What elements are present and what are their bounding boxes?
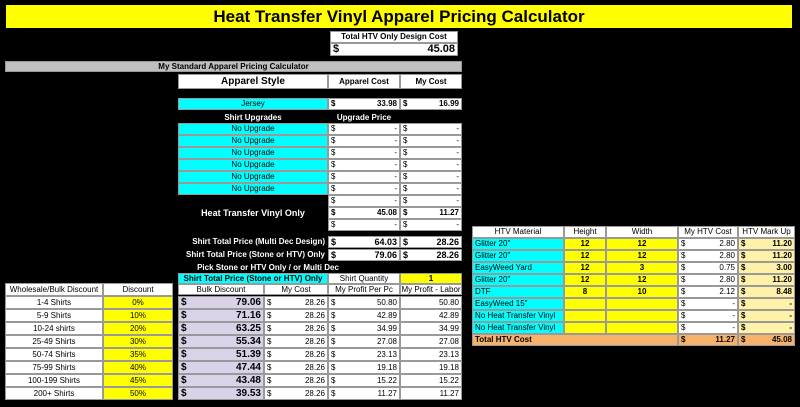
col-profit-labor: My Profit - Labor xyxy=(401,284,461,294)
upgrade-price xyxy=(328,159,400,171)
htv-height-input[interactable]: 12 xyxy=(564,250,606,262)
bulk-profit xyxy=(328,335,400,348)
currency-sign: $ xyxy=(741,299,746,308)
htv-cost xyxy=(678,238,738,250)
currency-sign: $ xyxy=(331,236,337,247)
discount-pct[interactable]: 0% xyxy=(103,296,173,309)
bulk-my-cost xyxy=(264,387,328,400)
blank-row-my-value: - xyxy=(456,220,459,229)
htv-cost xyxy=(678,250,738,262)
upgrade-my-cost xyxy=(400,171,462,183)
bulk-profit-value: 19.18 xyxy=(376,362,397,372)
htv-my-cost-value: 11.27 xyxy=(439,208,459,217)
htv-markup xyxy=(738,322,795,334)
col-wholesale-tier: Wholesale/Bulk Discount xyxy=(5,283,103,296)
col-bulk-my-cost: My Cost xyxy=(264,284,328,295)
multi-dec-total-my xyxy=(400,236,462,248)
bulk-profit-value: 34.99 xyxy=(376,323,397,333)
currency-sign: $ xyxy=(181,309,187,321)
htv-cost-value: - xyxy=(732,311,735,320)
htv-height-input[interactable]: 12 xyxy=(564,238,606,250)
col-my-cost: My Cost xyxy=(400,74,462,89)
upgrade-price xyxy=(328,147,400,159)
upgrade-price-value: - xyxy=(394,160,397,169)
bulk-my-cost xyxy=(264,296,328,309)
bulk-labor: 19.18 xyxy=(400,361,462,374)
currency-sign: $ xyxy=(681,263,686,272)
currency-sign: $ xyxy=(403,124,408,133)
blank-row-my xyxy=(400,219,462,231)
currency-sign: $ xyxy=(331,184,336,193)
multi-dec-total-cost-value: 64.03 xyxy=(374,236,397,247)
htv-width-input[interactable]: 10 xyxy=(606,286,678,298)
htv-width-input[interactable] xyxy=(606,310,678,322)
bulk-price-value: 79.06 xyxy=(235,296,261,308)
htv-cost-cell xyxy=(328,207,400,219)
bulk-profit xyxy=(328,296,400,309)
htv-markup-value: 11.20 xyxy=(772,275,792,284)
upgrade-select[interactable]: No Upgrade xyxy=(178,183,328,195)
htv-cost xyxy=(678,286,738,298)
htv-cost-value: - xyxy=(732,299,735,308)
upgrade-select[interactable]: No Upgrade xyxy=(178,135,328,147)
currency-sign: $ xyxy=(681,287,686,296)
bulk-profit-value: 15.22 xyxy=(376,375,397,385)
htv-cost xyxy=(678,310,738,322)
upgrade-my-cost xyxy=(400,147,462,159)
htv-height-input[interactable]: 8 xyxy=(564,286,606,298)
bulk-price xyxy=(178,296,264,309)
upgrade-price-value: - xyxy=(394,136,397,145)
currency-sign: $ xyxy=(741,251,746,260)
currency-sign: $ xyxy=(403,148,408,157)
currency-sign: $ xyxy=(181,374,187,386)
upgrade-my-cost xyxy=(400,183,462,195)
upgrade-select[interactable]: No Upgrade xyxy=(178,159,328,171)
bulk-profit xyxy=(328,322,400,335)
htv-markup xyxy=(738,310,795,322)
bulk-labor: 34.99 xyxy=(400,322,462,335)
bulk-my-cost xyxy=(264,374,328,387)
htv-markup-value: 11.20 xyxy=(772,251,792,260)
currency-sign: $ xyxy=(403,160,408,169)
bulk-labor: 23.13 xyxy=(400,348,462,361)
currency-sign: $ xyxy=(403,184,408,193)
total-htv-markup-value: 45.08 xyxy=(771,335,792,344)
currency-sign: $ xyxy=(403,196,408,205)
currency-sign: $ xyxy=(331,196,336,205)
currency-sign: $ xyxy=(741,287,746,296)
currency-sign: $ xyxy=(741,311,746,320)
col-htv-markup: HTV Mark Up xyxy=(738,226,795,238)
htv-material-select[interactable]: EasyWeed Yard xyxy=(472,262,564,274)
pick-label: Pick Stone or HTV Only / or Multi Dec xyxy=(178,262,358,273)
col-width: Width xyxy=(606,226,678,238)
currency-sign: $ xyxy=(681,311,686,320)
bulk-my-cost-value: 28.26 xyxy=(304,375,325,385)
bulk-labor: 50.80 xyxy=(400,296,462,309)
bulk-my-cost xyxy=(264,309,328,322)
currency-sign: $ xyxy=(741,275,746,284)
htv-material-select[interactable]: Glitter 20" xyxy=(472,274,564,286)
upgrade-subtotal xyxy=(328,195,400,207)
currency-sign: $ xyxy=(403,249,409,260)
htv-width-input[interactable]: 12 xyxy=(606,274,678,286)
bulk-labor: 42.89 xyxy=(400,309,462,322)
currency-sign: $ xyxy=(181,296,187,308)
apparel-cost-value: 33.98 xyxy=(376,99,397,108)
htv-only-value xyxy=(330,43,458,56)
currency-sign: $ xyxy=(331,362,336,372)
total-htv-cost-value: 11.27 xyxy=(715,335,735,344)
currency-sign: $ xyxy=(681,323,686,332)
shirt-quantity-input[interactable]: 1 xyxy=(400,273,462,284)
htv-only-row-label: Heat Transfer Vinyl Only xyxy=(178,207,328,219)
bulk-price xyxy=(178,348,264,361)
bulk-profit xyxy=(328,387,400,400)
currency-sign: $ xyxy=(181,348,187,360)
upgrade-select[interactable]: No Upgrade xyxy=(178,147,328,159)
currency-sign: $ xyxy=(331,249,337,260)
discount-pct[interactable]: 30% xyxy=(103,335,173,348)
bulk-price xyxy=(178,387,264,400)
bulk-my-cost-value: 28.26 xyxy=(304,362,325,372)
currency-sign: $ xyxy=(681,239,686,248)
bulk-my-cost-value: 28.26 xyxy=(304,297,325,307)
col-bulk-discount: Bulk Discount xyxy=(178,284,264,295)
htv-cost xyxy=(678,262,738,274)
shirt-quantity-label: Shirt Quantity xyxy=(328,273,400,284)
currency-sign: $ xyxy=(331,208,336,217)
bulk-price-value: 55.34 xyxy=(235,335,261,347)
upgrade-price xyxy=(328,135,400,147)
stone-total-cost-value: 79.06 xyxy=(374,249,397,260)
currency-sign: $ xyxy=(331,375,336,385)
upgrade-my-cost-value: - xyxy=(456,172,459,181)
bulk-profit-value: 42.89 xyxy=(376,310,397,320)
bulk-labor: 15.22 xyxy=(400,374,462,387)
discount-pct[interactable]: 40% xyxy=(103,361,173,374)
currency-sign: $ xyxy=(331,310,336,320)
blank-row-cost xyxy=(328,219,400,231)
discount-pct[interactable]: 35% xyxy=(103,348,173,361)
bulk-my-cost-value: 28.26 xyxy=(304,310,325,320)
upgrade-my-cost-value: - xyxy=(456,136,459,145)
bulk-price-value: 51.39 xyxy=(235,348,261,360)
bulk-price xyxy=(178,322,264,335)
currency-sign: $ xyxy=(331,99,336,108)
currency-sign: $ xyxy=(681,299,686,308)
htv-cost-value: 2.80 xyxy=(719,239,735,248)
bulk-labor: 11.27 xyxy=(400,387,462,400)
bulk-my-cost xyxy=(264,322,328,335)
stone-total-my xyxy=(400,249,462,261)
bulk-price-value: 39.53 xyxy=(235,387,261,399)
upgrade-my-cost xyxy=(400,123,462,135)
upgrade-price-value: - xyxy=(394,184,397,193)
apparel-cost-cell xyxy=(328,98,400,110)
currency-sign: $ xyxy=(741,239,746,248)
currency-sign: $ xyxy=(403,208,408,217)
currency-sign: $ xyxy=(403,99,408,108)
currency-sign: $ xyxy=(331,323,336,333)
col-profit-per-pc: My Profit Per Pc xyxy=(328,284,400,295)
currency-sign: $ xyxy=(331,220,336,229)
upgrade-price-value: - xyxy=(394,172,397,181)
apparel-my-cost-cell xyxy=(400,98,462,110)
currency-sign: $ xyxy=(181,361,187,373)
upgrade-price-value: - xyxy=(394,148,397,157)
upgrade-select[interactable]: No Upgrade xyxy=(178,171,328,183)
currency-sign: $ xyxy=(331,336,336,346)
currency-sign: $ xyxy=(741,335,746,344)
discount-tier: 50-74 Shirts xyxy=(5,348,103,361)
bulk-price-value: 47.44 xyxy=(235,361,261,373)
currency-sign: $ xyxy=(331,388,336,398)
upgrade-my-cost-value: - xyxy=(456,148,459,157)
htv-width-input[interactable] xyxy=(606,298,678,310)
htv-material-select[interactable]: No Heat Transfer Vinyl xyxy=(472,310,564,322)
stone-total-label: Shirt Total Price (Stone or HTV) Only xyxy=(178,249,328,261)
bulk-profit-value: 23.13 xyxy=(376,349,397,359)
upgrade-price xyxy=(328,183,400,195)
col-discount: Discount xyxy=(103,283,173,296)
upgrade-subtotal-value: - xyxy=(394,196,397,205)
htv-material-select[interactable]: No Heat Transfer Vinyl xyxy=(472,322,564,334)
htv-height-input[interactable] xyxy=(564,310,606,322)
currency-sign: $ xyxy=(333,43,340,55)
bulk-price-value: 43.48 xyxy=(235,374,261,386)
htv-cost-value: 2.80 xyxy=(719,275,735,284)
bulk-my-cost-value: 28.26 xyxy=(304,323,325,333)
bulk-profit xyxy=(328,309,400,322)
bulk-price-value: 71.16 xyxy=(235,309,261,321)
upgrade-price xyxy=(328,123,400,135)
currency-sign: $ xyxy=(267,297,272,307)
bulk-my-cost xyxy=(264,335,328,348)
htv-cost xyxy=(678,298,738,310)
calculator-header: My Standard Apparel Pricing Calculator xyxy=(5,61,462,72)
htv-cost-value: 2.80 xyxy=(719,251,735,260)
htv-height-input[interactable]: 12 xyxy=(564,262,606,274)
col-apparel-cost: Apparel Cost xyxy=(328,74,400,89)
htv-markup-value: 11.20 xyxy=(772,239,792,248)
htv-markup xyxy=(738,250,795,262)
upgrade-my-cost-value: - xyxy=(456,184,459,193)
currency-sign: $ xyxy=(267,323,272,333)
currency-sign: $ xyxy=(331,160,336,169)
bulk-my-cost-value: 28.26 xyxy=(304,336,325,346)
bulk-profit xyxy=(328,348,400,361)
blank-row-cost-value: - xyxy=(394,220,397,229)
upgrade-my-cost xyxy=(400,159,462,171)
currency-sign: $ xyxy=(181,322,187,334)
htv-cost-value: 0.75 xyxy=(719,263,735,272)
col-height: Height xyxy=(564,226,606,238)
currency-sign: $ xyxy=(331,297,336,307)
stone-total-cost xyxy=(328,249,400,261)
htv-cost xyxy=(678,322,738,334)
discount-pct[interactable]: 50% xyxy=(103,387,173,400)
discount-tier: 1-4 Shirts xyxy=(5,296,103,309)
bulk-my-cost-value: 28.26 xyxy=(304,388,325,398)
bulk-labor: 27.08 xyxy=(400,335,462,348)
htv-markup xyxy=(738,298,795,310)
currency-sign: $ xyxy=(681,275,686,284)
htv-markup-value: - xyxy=(789,311,792,320)
upgrade-price-value: - xyxy=(394,124,397,133)
htv-width-input[interactable]: 12 xyxy=(606,238,678,250)
htv-height-input[interactable]: 12 xyxy=(564,274,606,286)
htv-my-cost-cell xyxy=(400,207,462,219)
currency-sign: $ xyxy=(267,388,272,398)
total-htv-markup xyxy=(738,334,795,346)
discount-tier: 25-49 Shirts xyxy=(5,335,103,348)
multi-dec-total-label: Shirt Total Price (Multi Dec Design) xyxy=(178,236,328,248)
currency-sign: $ xyxy=(267,336,272,346)
currency-sign: $ xyxy=(681,335,686,344)
bulk-price xyxy=(178,309,264,322)
currency-sign: $ xyxy=(267,310,272,320)
currency-sign: $ xyxy=(331,136,336,145)
htv-markup-value: - xyxy=(789,323,792,332)
bulk-my-cost xyxy=(264,361,328,374)
htv-markup xyxy=(738,262,795,274)
upgrade-my-cost-value: - xyxy=(456,124,459,133)
apparel-my-cost-value: 16.99 xyxy=(438,99,459,108)
htv-markup xyxy=(738,238,795,250)
bulk-my-cost xyxy=(264,348,328,361)
htv-cost-value: 45.08 xyxy=(376,208,397,217)
col-htv-material: HTV Material xyxy=(472,226,564,238)
htv-width-input[interactable]: 12 xyxy=(606,250,678,262)
htv-width-input[interactable] xyxy=(606,322,678,334)
upgrade-my-subtotal-value: - xyxy=(456,196,459,205)
page-title: Heat Transfer Vinyl Apparel Pricing Calculator xyxy=(5,4,793,29)
bulk-price-value: 63.25 xyxy=(235,322,261,334)
currency-sign: $ xyxy=(181,335,187,347)
htv-cost xyxy=(678,274,738,286)
currency-sign: $ xyxy=(681,251,686,260)
col-apparel-style: Apparel Style xyxy=(178,74,328,89)
upgrade-my-subtotal xyxy=(400,195,462,207)
htv-cost-value: 2.12 xyxy=(719,287,735,296)
htv-height-input[interactable] xyxy=(564,298,606,310)
currency-sign: $ xyxy=(403,220,408,229)
currency-sign: $ xyxy=(403,236,409,247)
currency-sign: $ xyxy=(331,124,336,133)
currency-sign: $ xyxy=(403,136,408,145)
col-my-htv-cost: My HTV Cost xyxy=(678,226,738,238)
bulk-my-cost-value: 28.26 xyxy=(304,349,325,359)
currency-sign: $ xyxy=(331,349,336,359)
total-htv-cost-label: Total HTV Cost xyxy=(472,334,678,346)
multi-dec-total-my-value: 28.26 xyxy=(436,236,459,247)
currency-sign: $ xyxy=(181,387,187,399)
currency-sign: $ xyxy=(267,362,272,372)
htv-markup-value: - xyxy=(789,299,792,308)
htv-only-label: Total HTV Only Design Cost xyxy=(330,31,458,43)
total-htv-cost xyxy=(678,334,738,346)
upgrade-my-cost-value: - xyxy=(456,160,459,169)
htv-material-select[interactable]: EasyWeed 15" xyxy=(472,298,564,310)
apparel-style-select[interactable]: Jersey xyxy=(178,98,328,110)
htv-markup-value: 3.00 xyxy=(776,263,792,272)
htv-width-input[interactable]: 3 xyxy=(606,262,678,274)
currency-sign: $ xyxy=(741,323,746,332)
pick-select[interactable]: Shirt Total Price (Stone or HTV) Only xyxy=(178,273,328,284)
bulk-price xyxy=(178,335,264,348)
htv-material-select[interactable]: Glitter 20" xyxy=(472,238,564,250)
bulk-profit-value: 27.08 xyxy=(376,336,397,346)
htv-material-select[interactable]: DTF xyxy=(472,286,564,298)
bulk-price xyxy=(178,374,264,387)
currency-sign: $ xyxy=(267,375,272,385)
currency-sign: $ xyxy=(403,172,408,181)
discount-pct[interactable]: 20% xyxy=(103,322,173,335)
upgrade-my-cost xyxy=(400,135,462,147)
discount-pct[interactable]: 10% xyxy=(103,309,173,322)
upgrade-price xyxy=(328,171,400,183)
htv-only-amount: 45.08 xyxy=(427,43,455,55)
shirt-upgrades-label: Shirt Upgrades xyxy=(178,112,328,123)
bulk-profit-value: 11.27 xyxy=(377,388,397,398)
discount-tier: 100-199 Shirts xyxy=(5,374,103,387)
htv-markup-value: 8.48 xyxy=(776,287,792,296)
discount-tier: 200+ Shirts xyxy=(5,387,103,400)
discount-pct[interactable]: 45% xyxy=(103,374,173,387)
htv-cost-value: - xyxy=(732,323,735,332)
bulk-profit xyxy=(328,361,400,374)
htv-height-input[interactable] xyxy=(564,322,606,334)
upgrade-price-label: Upgrade Price xyxy=(328,112,400,123)
htv-markup xyxy=(738,286,795,298)
bulk-profit xyxy=(328,374,400,387)
upgrade-select[interactable]: No Upgrade xyxy=(178,123,328,135)
discount-tier: 5-9 Shirts xyxy=(5,309,103,322)
bulk-profit-value: 50.80 xyxy=(376,297,397,307)
htv-material-select[interactable]: Glitter 20" xyxy=(472,250,564,262)
stone-total-my-value: 28.26 xyxy=(436,249,459,260)
currency-sign: $ xyxy=(267,349,272,359)
bulk-price xyxy=(178,361,264,374)
currency-sign: $ xyxy=(331,148,336,157)
discount-tier: 75-99 Shirts xyxy=(5,361,103,374)
multi-dec-total-cost xyxy=(328,236,400,248)
htv-markup xyxy=(738,274,795,286)
currency-sign: $ xyxy=(741,263,746,272)
discount-tier: 10-24 shirts xyxy=(5,322,103,335)
currency-sign: $ xyxy=(331,172,336,181)
